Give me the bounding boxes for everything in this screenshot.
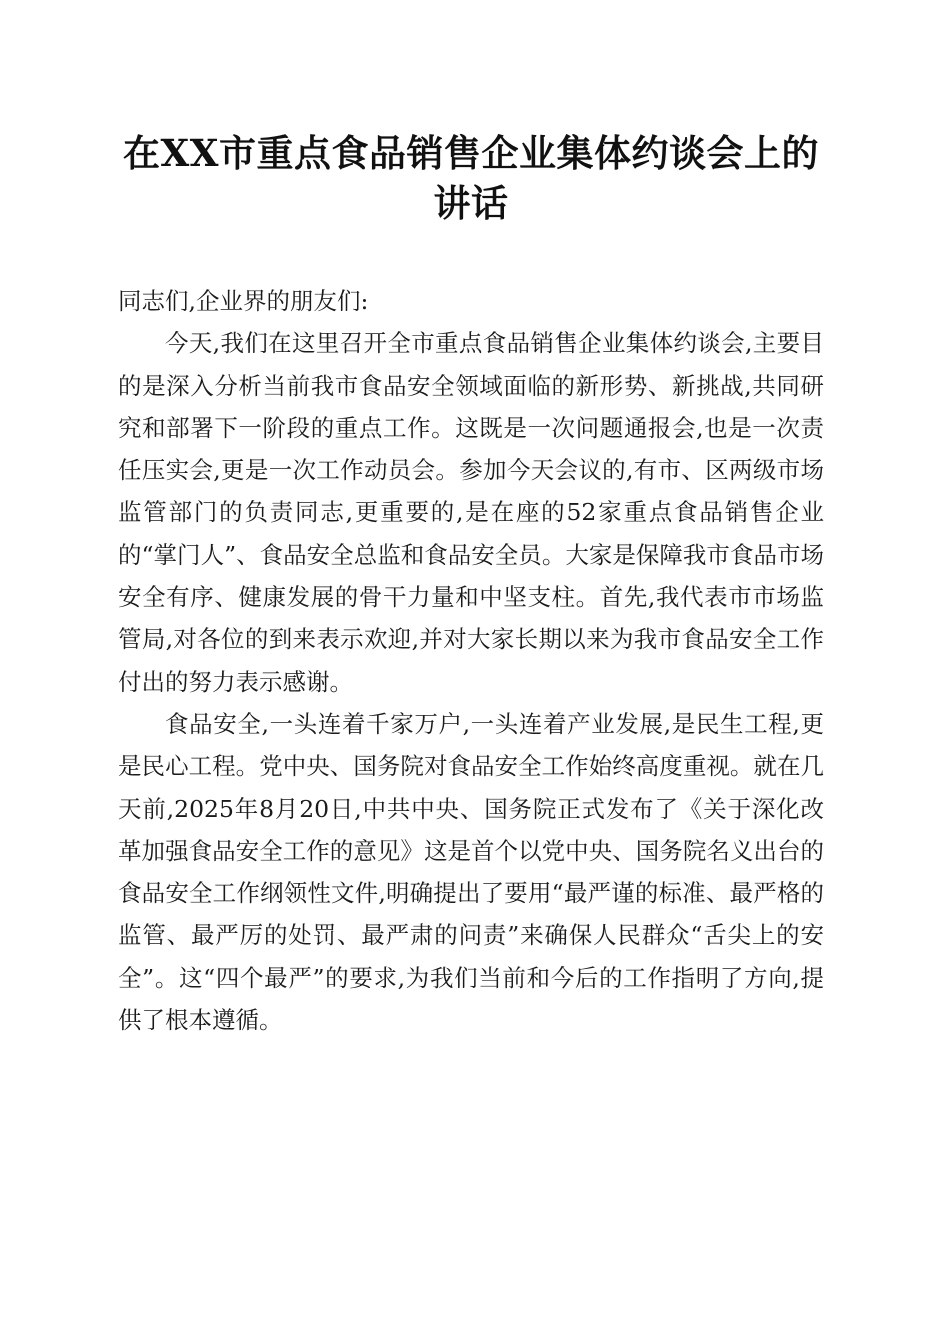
document-page [118,128,824,1041]
paragraph-1: 今天,我们在这里召开全市重点食品销售企业集体约谈会,主要目的是深入分析当前我市食品安全领域面临的新形势、新挑战,共同研究和部署下一阶段的重点工作。这既是一次问题通报会,也是一次责任压实会,更是一次工作动员会。参加今天会议的,有市、区两级市场监管部门的负责同志,更重要的,是在座的52家重点食品销售企业的“掌门人”、食品安全总监和食品安全员。大家是保障我市食品市场安全有序、健康发展的骨干力量和中坚支柱。首先,我代表市市场监管局,对各位的到来表示欢迎,并对大家长期以来为我市食品安全工作付出的努力表示感谢。 [118,329,824,696]
document-title: 在XX市重点食品销售企业集体约谈会上的讲话 [123,131,819,225]
paragraph-2: 食品安全,一头连着千家万户,一头连着产业发展,是民生工程,更是民心工程。党中央、国务院对食品安全工作始终高度重视。就在几天前,2025年8月20日,中共中央、国务院正式发布了《关于深化改革加强食品安全工作的意见》这是首个以党中央、国务院名义出台的食品安全工作纲领性文件,明确提出了要用“最严谨的标准、最严格的监管、最严厉的处罚、最严肃的问责”来确保人民群众“舌尖上的安全”。这“四个最严”的要求,为我们当前和今后的工作指明了方向,提供了根本遵循。 [118,709,824,1035]
salutation: 同志们,企业界的朋友们: [118,287,369,315]
document-body [118,280,824,1041]
